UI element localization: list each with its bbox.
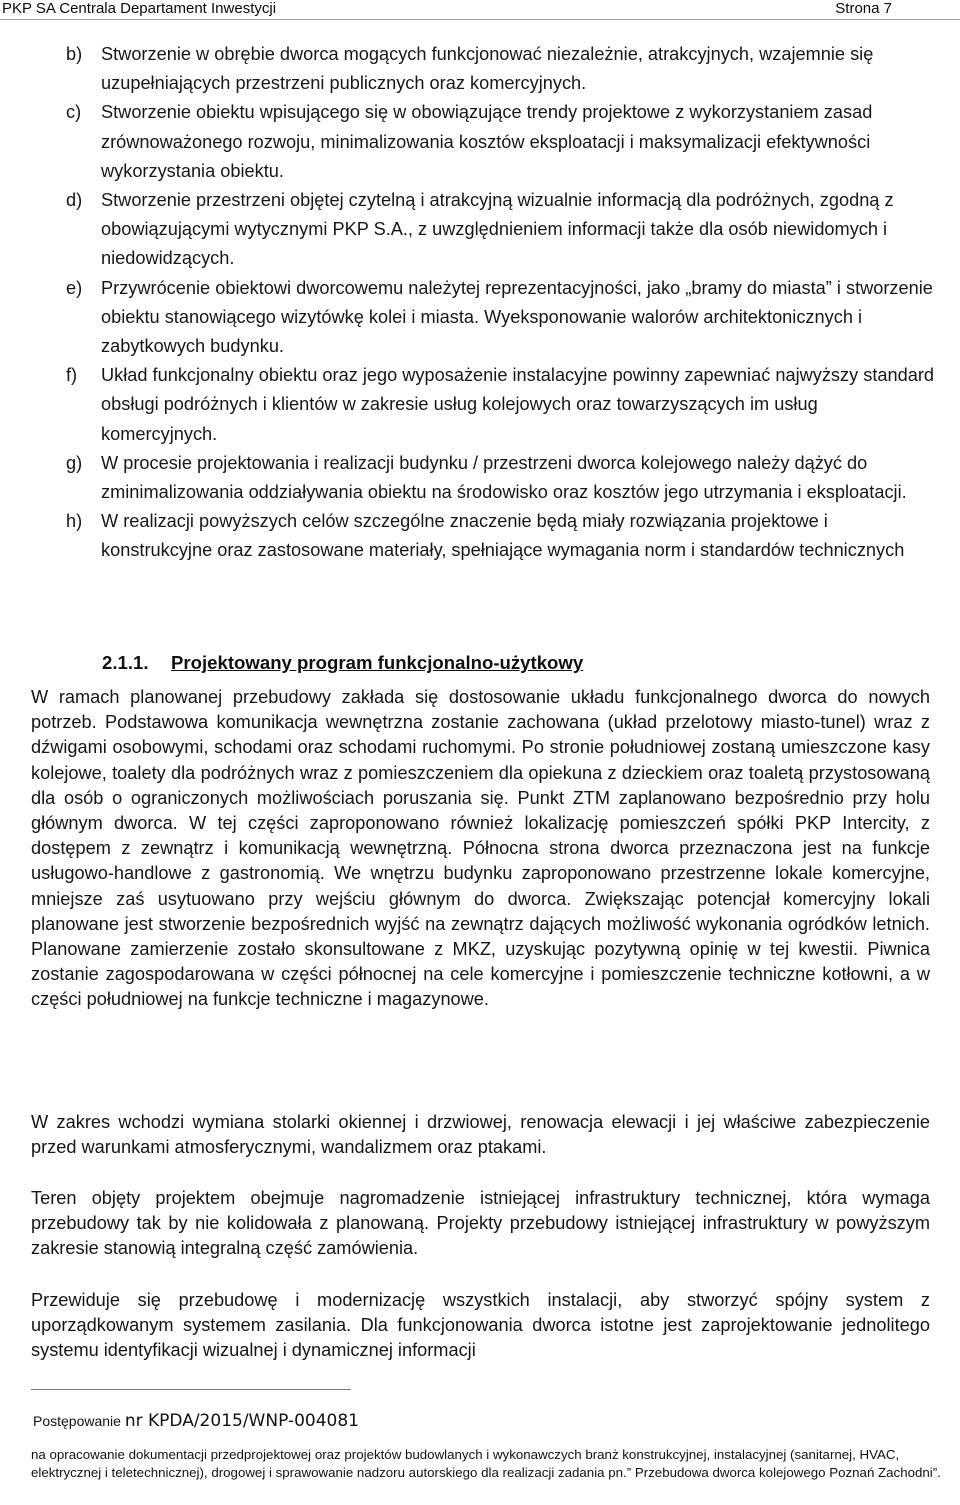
paragraph-installations: Przewiduje się przebudowę i modernizację wszystkich instalacji, aby stworzyć spójny system z uporządkowanym systemem zasilania. Dla funkcjonowania dworca istotne jest zaprojektowanie jednolitego systemu identyfikacji wizualnej i dynamicznej informacji (31, 1290, 930, 1361)
list-item (66, 449, 936, 507)
footer-reference (33, 1411, 359, 1431)
list-item-text: Stworzenie w obrębie dworca mogących funkcjonować niezależnie, atrakcyjnych, wzajemnie się uzupełniających przestrzeni publicznych oraz komercyjnych. (101, 44, 874, 94)
list-item-text: Układ funkcjonalny obiektu oraz jego wyposażenie instalacyjne powinny zapewniać najwyższy standard obsługi podróżnych i klientów w zakresie usług kolejowych oraz towarzyszących im usług komercyjnych. (101, 365, 935, 444)
list-item-label: f) (66, 365, 78, 386)
footer-description: na opracowanie dokumentacji przedprojektowej oraz projektów budowlanych i wykonawczych branż konstrukcyjnej, instalacyjnej (sanitarnej, HVAC, elektrycznej i teletechnicznej), drogowej i sprawowanie nadzoru autorskiego dla realizacji zadania pn.” Przebudowa dworca kolejowego Poznań Zachodni”. (31, 1447, 941, 1480)
footer-ref-number: nr KPDA/2015/WNP-004081 (124, 1411, 359, 1431)
section-heading (102, 650, 583, 676)
list-item-label: h) (66, 511, 83, 532)
section-number: 2.1.1. (102, 652, 149, 673)
header-divider (0, 19, 960, 20)
list-item-text: Stworzenie obiektu wpisującego się w obowiązujące trendy projektowe z wykorzystaniem zasad zrównoważonego rozwoju, minimalizowania kosztów eksploatacji i maksymalizacji efektywności wykorzystania obiektu. (101, 102, 873, 181)
list-item-label: c) (66, 102, 82, 123)
list-item-label: b) (66, 44, 83, 64)
list-item (66, 507, 936, 565)
list-item-label: d) (66, 190, 83, 211)
list-item-text: W realizacji powyższych celów szczególne znaczenie będą miały rozwiązania projektowe i konstrukcyjne oraz zastosowane materiały, spełniające wymagania norm i standardów technicznych (101, 511, 905, 561)
list-item (66, 361, 936, 449)
footer-ref-label: Postępowanie (33, 1413, 121, 1429)
header-page-number: Strona 7 (835, 0, 892, 17)
footer-divider (31, 1389, 351, 1390)
paragraph-functional-program: W ramach planowanej przebudowy zakłada się dostosowanie układu funkcjonalnego dworca do nowych potrzeb. Podstawowa komunikacja wewnętrzna zostanie zachowana (układ przelotowy miasto-tunel) wraz z dźwigami osobowymi, schodami oraz schodami ruchomymi. Po stronie południowej zostaną umieszczone kasy kolejowe, toalety dla podróżnych wraz z pomieszczeniem dla opiekuna z dzieckiem oraz toaletą przystosowaną dla osób o ograniczonych możliwościach poruszania się. Punkt ZTM zaplanowano bezpośrednio przy holu głównym dworca. W tej części zaproponowano również lokalizację pomieszczeń spółki PKP Intercity, z dostępem z zewnątrz i komunikacją wewnętrzną. Północna strona dworca przeznaczona jest na funkcje usługowo-handlowe z gastronomią. We wnętrzu budynku zaproponowano przestrzenne lokale komercyjne, mniejsze zaś usytuowano przy wejściu głównym do dworca. Zwiększając potencjał komercyjny lokali planowane jest stworzenie bezpośrednich wyjść na zewnątrz dających możliwość wykonania ogródków letnich. Planowane zamierzenie zostało skonsultowane z MKZ, uzyskując pozytywną opinię w tej kwestii. Piwnica zostanie zagospodarowana w części północnej na cele komercyjne i pomieszczenie techniczne kotłowni, a w części południowej na funkcje techniczne i magazynowe. (31, 687, 930, 1010)
list-item-label: e) (66, 277, 83, 298)
list-item-label: g) (66, 452, 83, 473)
page-header (0, 0, 960, 20)
header-organization: PKP SA Centrala Departament Inwestycji (2, 0, 277, 17)
paragraph-scope: W zakres wchodzi wymiana stolarki okiennej i drzwiowej, renowacja elewacji i jej właściwe zabezpieczenie przed warunkami atmosferycznymi, wandalizmem oraz ptakami. (31, 1112, 930, 1158)
list-item-text: Stworzenie przestrzeni objętej czytelną i atrakcyjną wizualnie informacją dla podróżnych, zgodną z obowiązującymi wytycznymi PKP S.A., z uwzględnieniem informacji także dla osób niewidomych i niedowidzących. (101, 190, 894, 269)
list-item (66, 98, 936, 186)
list-item (66, 186, 936, 274)
list-item (66, 40, 936, 98)
section-title: Projektowany program funkcjonalno-użytkowy (171, 652, 584, 673)
list-item-text: W procesie projektowania i realizacji budynku / przestrzeni dworca kolejowego należy dążyć do zminimalizowania oddziaływania obiektu na środowisko oraz kosztów jego utrzymania i eksploatacji. (101, 452, 907, 503)
list-item-text: Przywrócenie obiektowi dworcowemu należytej reprezentacyjności, jako „bramy do miasta” i stworzenie obiektu stanowiącego wizytówkę kolei i miasta. Wyeksponowanie walorów architektonicznych i zabytkowych budynku. (101, 277, 933, 357)
objectives-list (66, 40, 936, 566)
list-item (66, 274, 936, 362)
paragraph-infrastructure: Teren objęty projektem obejmuje nagromadzenie istniejącej infrastruktury technicznej, która wymaga przebudowy tak by nie kolidowała z planowaną. Projekty przebudowy istniejącej infrastruktury w powyższym zakresie stanowią integralną część zamówienia. (31, 1188, 930, 1259)
